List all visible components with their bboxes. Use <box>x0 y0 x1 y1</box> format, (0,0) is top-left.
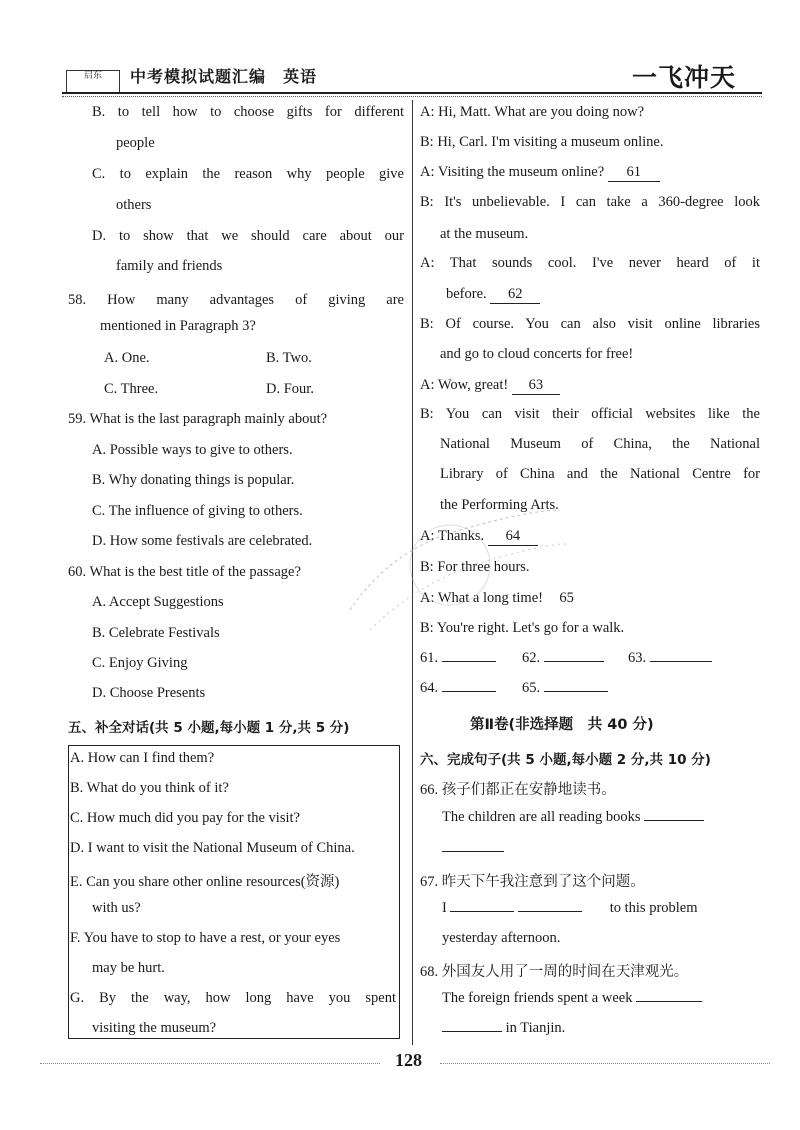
dialogue-line-15: A: Thanks. 64 <box>420 528 538 546</box>
answer-61-field[interactable] <box>442 661 496 662</box>
q60-option-b: B. Celebrate Festivals <box>92 625 220 641</box>
answer-63-field[interactable] <box>650 661 712 662</box>
q57-option-b-line1: B. to tell how to choose gifts for different <box>92 104 404 120</box>
box-option-f-line1: F. You have to stop to have a rest, or your eyes <box>70 930 341 946</box>
q58-option-c: C. Three. <box>104 381 159 397</box>
dialogue-line-14: the Performing Arts. <box>440 497 559 513</box>
q60-option-d: D. Choose Presents <box>92 685 206 701</box>
footer-dots-left <box>40 1063 380 1064</box>
header-rule <box>62 92 762 94</box>
answer-65: 65. <box>522 680 608 697</box>
blank-61[interactable]: 61 <box>608 164 660 182</box>
q67-english-line2: yesterday afternoon. <box>442 930 561 946</box>
dialogue-line-2: B: Hi, Carl. I'm visiting a museum online. <box>420 134 664 150</box>
dialogue-line-3: A: Visiting the museum online? 61 <box>420 164 660 182</box>
answer-65-field[interactable] <box>544 691 608 692</box>
box-option-f-line2: may be hurt. <box>92 960 165 976</box>
blank-62[interactable]: 62 <box>490 286 540 304</box>
answer-64: 64. <box>420 680 496 697</box>
q59-option-c: C. The influence of giving to others. <box>92 503 303 519</box>
q68-chinese: 68. 外国友人用了一周的时间在天津观光。 <box>420 964 689 980</box>
box-option-e-line2: with us? <box>92 900 141 916</box>
section-5-title: 五、补全对话(共 5 小题,每小题 1 分,共 5 分) <box>68 720 350 736</box>
dialogue-line-7: before. 62 <box>446 286 540 304</box>
q67-chinese: 67. 昨天下午我注意到了这个问题。 <box>420 874 645 890</box>
q60-option-a: A. Accept Suggestions <box>92 594 224 610</box>
q60-option-c: C. Enjoy Giving <box>92 655 188 671</box>
q58-stem-line2: mentioned in Paragraph 3? <box>100 318 256 334</box>
q66-blank-2[interactable] <box>442 851 504 852</box>
blank-64[interactable]: 64 <box>488 528 538 546</box>
answer-62-field[interactable] <box>544 661 604 662</box>
q68-english-line2: in Tianjin. <box>442 1020 565 1037</box>
answer-62: 62. <box>522 650 604 667</box>
q57-option-c-line2: others <box>116 197 152 213</box>
dialogue-line-8: B: Of course. You can also visit online libraries <box>420 316 760 332</box>
watermark-stamp <box>330 490 580 640</box>
q66-english: The children are all reading books <box>442 809 704 826</box>
header-dotted-rule <box>62 96 762 97</box>
q57-option-c-line1: C. to explain the reason why people give <box>92 166 404 182</box>
dialogue-line-10: A: Wow, great! 63 <box>420 377 560 395</box>
dialogue-line-13: Library of China and the National Centre for <box>440 466 760 482</box>
part-2-title: 第Ⅱ卷(非选择题 共 40 分) <box>470 717 654 733</box>
dialogue-line-17: A: What a long time! 65 <box>420 590 587 607</box>
q60-stem: 60. What is the best title of the passage? <box>68 564 301 580</box>
q59-stem: 59. What is the last paragraph mainly about? <box>68 411 328 427</box>
q57-option-b-line2: people <box>116 135 155 151</box>
section-6-title: 六、完成句子(共 5 小题,每小题 2 分,共 10 分) <box>420 752 711 768</box>
dialogue-line-11: B: You can visit their official websites like the <box>420 406 760 422</box>
dialogue-line-4: B: It's unbelievable. I can take a 360-degree look <box>420 194 760 210</box>
blank-63[interactable]: 63 <box>512 377 560 395</box>
dialogue-line-1: A: Hi, Matt. What are you doing now? <box>420 104 645 120</box>
publisher-logo: 启东 <box>66 70 120 94</box>
dialogue-line-6: A: That sounds cool. I've never heard of it <box>420 255 760 271</box>
box-option-b: B. What do you think of it? <box>70 780 229 796</box>
q58-option-d: D. Four. <box>266 381 314 397</box>
q57-option-d-line1: D. to show that we should care about our <box>92 228 404 244</box>
blank-65[interactable]: 65 <box>559 590 574 606</box>
dialogue-line-9: and go to cloud concerts for free! <box>440 346 634 362</box>
q67-english-line1: I to this problem <box>442 900 698 916</box>
q66-chinese: 66. 孩子们都正在安静地读书。 <box>420 782 616 798</box>
q68-blank-1[interactable] <box>636 1001 702 1002</box>
answer-63: 63. <box>628 650 712 667</box>
dialogue-line-16: B: For three hours. <box>420 559 530 575</box>
box-option-c: C. How much did you pay for the visit? <box>70 810 300 826</box>
series-brand: 一飞冲天 <box>632 63 737 92</box>
q67-blank-1[interactable] <box>450 911 514 912</box>
q59-option-a: A. Possible ways to give to others. <box>92 442 293 458</box>
dialogue-line-5: at the museum. <box>440 226 529 242</box>
box-option-g-line2: visiting the museum? <box>92 1020 217 1036</box>
page-number: 128 <box>395 1050 422 1070</box>
q58-option-b: B. Two. <box>266 350 312 366</box>
dialogue-line-18: B: You're right. Let's go for a walk. <box>420 620 625 636</box>
box-option-d: D. I want to visit the National Museum of China. <box>70 840 355 856</box>
box-option-g-line1: G. By the way, how long have you spent <box>70 990 396 1006</box>
q59-option-b: B. Why donating things is popular. <box>92 472 295 488</box>
answer-64-field[interactable] <box>442 691 496 692</box>
q59-option-d: D. How some festivals are celebrated. <box>92 533 313 549</box>
q57-option-d-line2: family and friends <box>116 258 223 274</box>
q68-blank-2[interactable] <box>442 1031 502 1032</box>
q58-option-a: A. One. <box>104 350 150 366</box>
box-option-e-line1: E. Can you share other online resources(资源) <box>70 874 340 890</box>
answer-61: 61. <box>420 650 496 667</box>
q66-blank-line <box>442 840 504 857</box>
footer-dots-right <box>440 1063 770 1064</box>
box-option-a: A. How can I find them? <box>70 750 215 766</box>
q66-blank-1[interactable] <box>644 820 704 821</box>
q67-blank-2[interactable] <box>518 911 582 912</box>
dialogue-line-12: National Museum of China, the National <box>440 436 760 452</box>
q68-english-line1: The foreign friends spent a week <box>442 990 702 1007</box>
q58-stem-line1: 58. How many advantages of giving are <box>68 292 404 308</box>
book-title: 中考模拟试题汇编 英语 <box>130 67 318 86</box>
